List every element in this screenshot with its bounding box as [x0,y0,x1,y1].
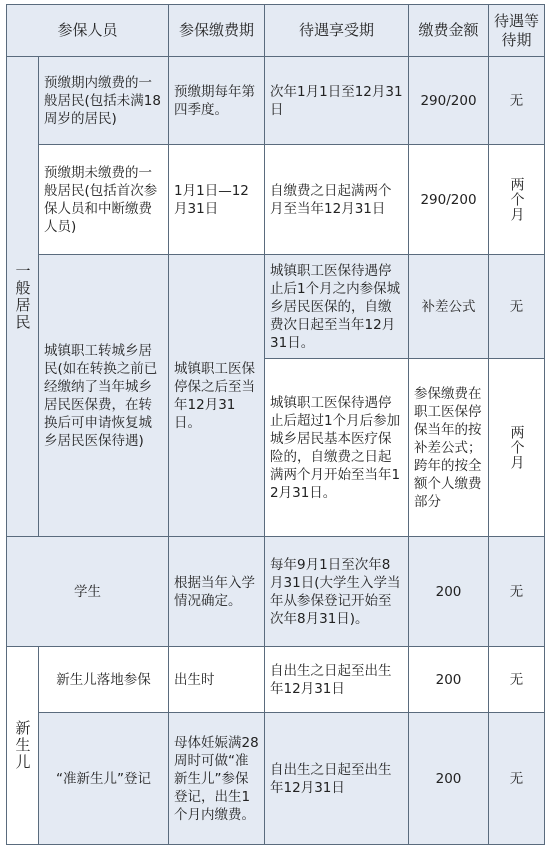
row-person: 城镇职工转城乡居民(如在转换之前已经缴纳了当年城乡居民医保费，在转换后可申请恢复城乡居民医保待遇) [39,255,169,537]
insurance-table [6,4,545,845]
row-waiting [489,145,545,255]
row-period: 预缴期每年第四季度。 [169,57,265,145]
row-waiting [489,359,545,537]
row-amount: 200 [409,713,489,845]
row-amount: 290/200 [409,145,489,255]
row-amount: 200 [409,537,489,647]
row-benefit: 自缴费之日起满两个月至当年12月31日 [265,145,409,255]
header-benefit-period: 待遇享受期 [265,5,409,57]
row-benefit: 次年1月1日至12月31日 [265,57,409,145]
table-row [7,145,545,255]
row-period: 城镇职工医保停保之后至当年12月31日。 [169,255,265,537]
header-row [7,5,545,57]
row-person: 新生儿落地参保 [39,647,169,713]
row-waiting: 无 [489,713,545,845]
header-amount: 缴费金额 [409,5,489,57]
table-row [7,647,545,713]
row-amount: 200 [409,647,489,713]
row-benefit: 城镇职工医保待遇停止后超过1个月后参加城乡居民基本医疗保险的，自缴费之日起满两个月开始至当年12月31日。 [265,359,409,537]
table-row [7,537,545,647]
row-person: 学生 [7,537,169,647]
row-person: 预缴期内缴费的一般居民(包括未满18周岁的居民) [39,57,169,145]
row-period: 母体妊娠满28周时可做“准新生儿”参保登记，出生1个月内缴费。 [169,713,265,845]
table-row [7,57,545,145]
row-waiting: 无 [489,255,545,359]
group-newborn-label: 新生儿 [13,720,32,771]
row-waiting-text: 两个月 [508,425,525,470]
table-row [7,255,545,359]
row-amount: 补差公式 [409,255,489,359]
row-period: 出生时 [169,647,265,713]
header-insured: 参保人员 [7,5,169,57]
header-payment-period: 参保缴费期 [169,5,265,57]
row-benefit: 自出生之日起至出生年12月31日 [265,647,409,713]
row-benefit: 城镇职工医保待遇停止后1个月之内参保城乡居民医保的，自缴费次日起至当年12月31日。 [265,255,409,359]
row-benefit: 每年9月1日至次年8月31日(大学生入学当年从参保登记开始至次年8月31日)。 [265,537,409,647]
group-general-label: 一般居民 [13,262,32,331]
row-person: “准新生儿”登记 [39,713,169,845]
header-waiting: 待遇等待期 [489,5,545,57]
group-newborn-cell [7,647,39,845]
row-waiting: 无 [489,647,545,713]
row-person: 预缴期未缴费的一般居民(包括首次参保人员和中断缴费人员) [39,145,169,255]
row-waiting-text: 两个月 [508,177,525,222]
row-amount: 290/200 [409,57,489,145]
group-general-cell [7,57,39,537]
row-amount: 参保缴费在职工医保停保当年的按补差公式；跨年的按全额个人缴费部分 [409,359,489,537]
row-waiting: 无 [489,57,545,145]
row-benefit: 自出生之日起至出生年12月31日 [265,713,409,845]
row-period: 1月1日—12月31日 [169,145,265,255]
row-period: 根据当年入学情况确定。 [169,537,265,647]
row-waiting: 无 [489,537,545,647]
table-row [7,713,545,845]
